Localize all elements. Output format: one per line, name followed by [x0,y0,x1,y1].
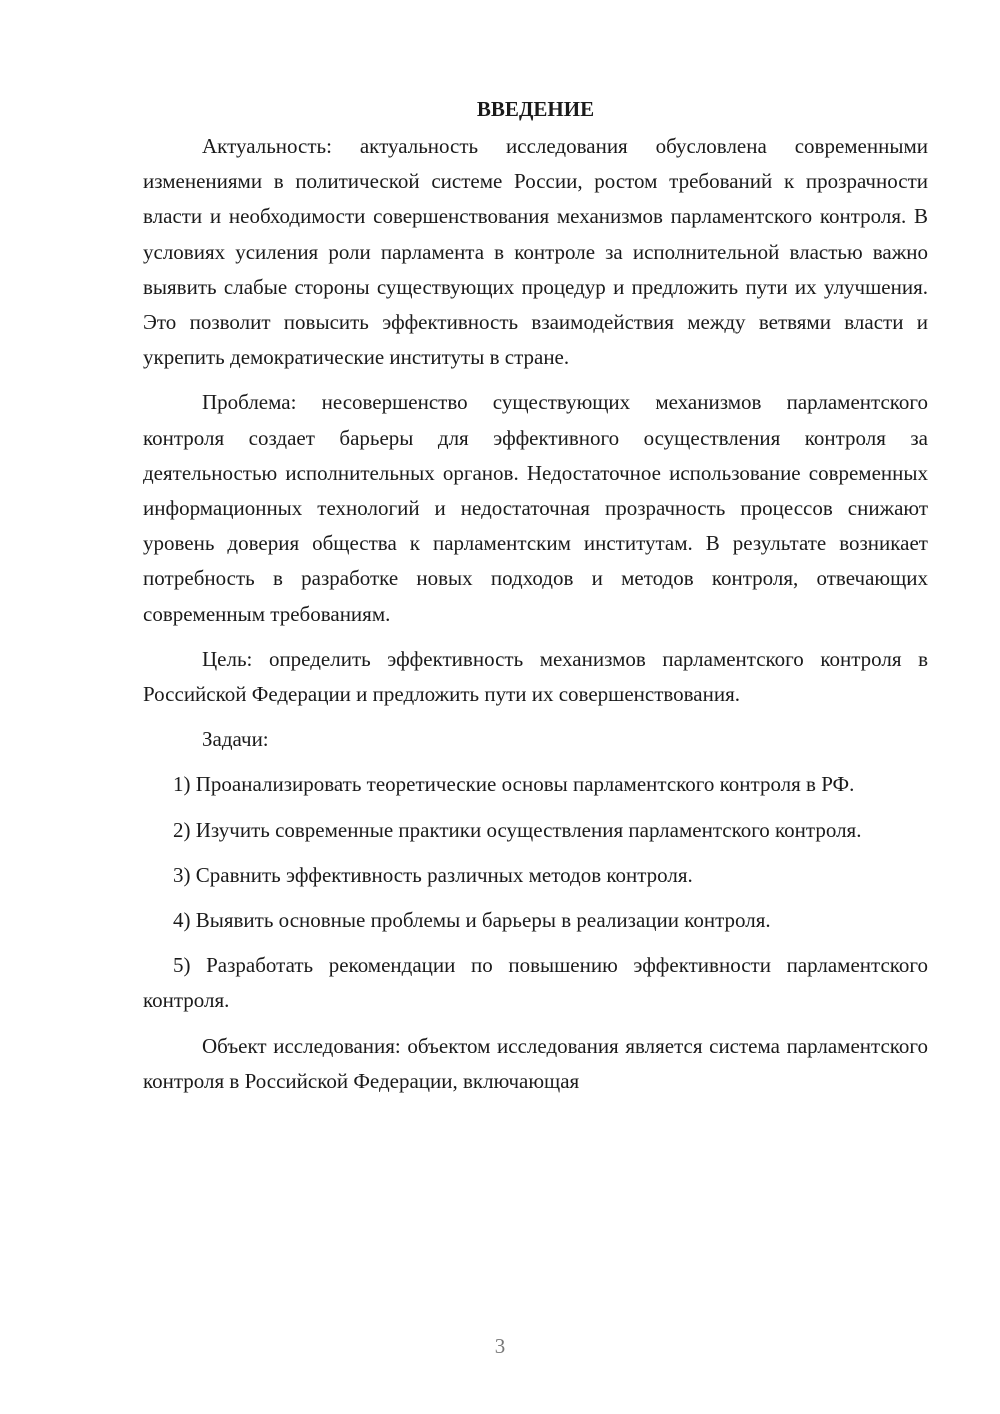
goal-paragraph: Цель: определить эффективность механизмов парламентского контроля в Российской Федерации и предложить пути их совершенствования. [143,646,928,707]
task-item-1: 1) Проанализировать теоретические основы парламентского контроля в РФ. [173,772,855,797]
page-number: 3 [494,1334,506,1358]
task-item-3: 3) Сравнить эффективность различных методов контроля. [173,862,693,887]
relevance-paragraph: Актуальность: актуальность исследования обусловлена современными изменениями в политической системе России, ростом требований к прозрачности власти и необходимости совершенствования механизмов парламентского контроля. В условиях усиления роли парламента в контроле за исполнительной властью важно выявить слабые стороны существующих процедур и предложить пути их улучшения. Это позволит повысить эффективность взаимодействия между ветвями власти и укрепить демократические институты в стране. [143,134,928,370]
task-item-4: 4) Выявить основные проблемы и барьеры в реализации контроля. [173,908,771,933]
tasks-heading: Задачи: [202,727,269,752]
problem-paragraph: Проблема: несовершенство существующих механизмов парламентского контроля создает барьеры для эффективного осуществления контроля за деятельностью исполнительных органов. Недостаточное использование современных информационных технологий и недостаточная прозрачность процессов снижают уровень доверия общества к парламентским институтам. В результате возникает потребность в разработке новых подходов и методов контроля, отвечающих современным требованиям. [143,390,928,626]
task-item-2: 2) Изучить современные практики осуществления парламентского контроля. [173,817,862,842]
task-item-5: 5) Разработать рекомендации по повышению эффективности парламентского контроля. [143,953,928,1013]
object-paragraph: Объект исследования: объектом исследования является система парламентского контроля в Российской Федерации, включающая [143,1033,928,1093]
section-title: ВВЕДЕНИЕ [476,97,595,121]
document-page [143,92,928,1099]
task-list [143,767,928,1018]
